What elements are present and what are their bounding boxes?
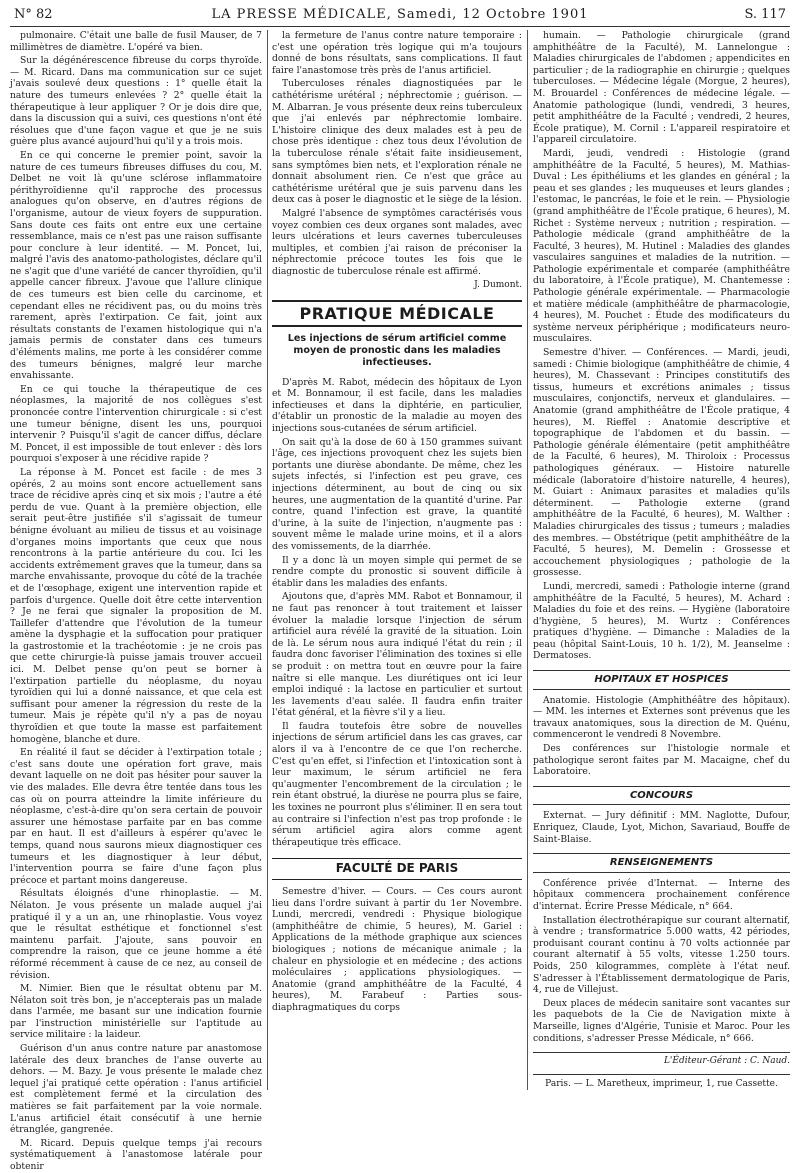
- paragraph: M. Ricard. Depuis quelque temps j'ai recours systématiquement à l'anastomose latérale pour obtenir: [10, 1137, 262, 1172]
- masthead-title: LA PRESSE MÉDICALE, Samedi, 12 Octobre 1901: [211, 7, 589, 22]
- paragraph: La réponse à M. Poncet est facile : de mes 3 opérés, 2 au moins sont encore actuellement sans trace de récidive après cinq et six mois ; l'autre a été perdu de vue. Quant à la première objection, elle serait peut-être justifiée s'il s'agissait de tumeur bénigne évoluant au milieu de tissus et au voisinage d'organes moins importants que ceux que nous rencontrons à la partie antérieure du cou. Ici les accidents extrêmement graves que la tumeur, dans sa marche envahissante, provoque du côté de la trachée et de l'œsophage, exigent une intervention rapide et parfois d'urgence. Quelle doit être cette intervention ? Je ne ferai que signaler la proposition de M. Taillefer d'attendre que l'évolution de la tumeur amène la dysphagie et la suffocation pour pratiquer la gastrostomie et la trachéotomie : je ne crois pas que cette chirurgie-là puisse jamais trouver accueil ici. M. Delbet pense qu'on peut se borner à l'extirpation partielle du néoplasme, du noyau tyroïdien qui lui a donné naissance, et que cela est suffisant pour amener la régression du reste de la tumeur. Mais je répète qu'il n'y a pas de noyau thyroïdien et que toute la masse est parfaitement homogène, blanche et dure.: [10, 466, 262, 745]
- paragraph: humain. — Pathologie chirurgicale (grand amphithéâtre de la Faculté), M. Lannelongue : Maladies chirurgicales de l'abdomen ; appendicites en particulier ; de la radiographie en chirurgie ; quelques tuberculoses. — Médecine légale (Morgue, 2 heures), M. Brouardel : Conférences de médecine légale. — Anatomie pathologique (lundi, vendredi, 3 heures, petit amphithéâtre de la Faculté ; vendredi, 2 heures, École pratique), M. Cornil : L'appareil respiratoire et l'appareil circulatoire.: [533, 30, 790, 146]
- section-title-renseignements: RENSEIGNEMENTS: [533, 853, 790, 873]
- author-signature: J. Dumont.: [474, 280, 522, 291]
- paragraph: En ce qui concerne le premier point, savoir la nature de ces tumeurs fibreuses diffuses du cou, M. Delbet ne voit là qu'une sclérose inflammatoire périthyroïdienne qu'il rapproche des processus analogues qu'on observe, en d'autres régions de l'organisme, autour de vieux foyers de suppuration. Sans doute ces faits ont entre eux une certaine ressemblance, mais ce n'est pas une raison suffisante pour conclure à leur identité. — M. Poncet, lui, malgré l'avis des anatomo-pathologistes, déclare qu'il ne s'agit que d'une variété de cancer thyroïdien, qu'il appelle cancer fibreux. J'avoue que l'allure clinique de ces tumeurs est bien celle du carcinome, et cependant elles ne récidivent pas, ou du moins très rarement, après l'extirpation. Ce fait, joint aux résultats constants de l'examen histologique qui n'a jamais permis de constater dans ces tumeurs d'éléments malins, me porte à les considérer comme des tumeurs bénignes, malgré leur marche envahissante.: [10, 149, 262, 382]
- paragraph: Tuberculoses rénales diagnostiquées par le cathétérisme urétéral ; néphrectomie ; guérison. — M. Albarran. Je vous présente deux reins tuberculeux que j'ai enlevés par néphrectomie lombaire. L'histoire clinique des deux malades est à peu de chose près identique : chez tous deux l'évolution de la tuberculose rénale s'était faite insidieusement, sans symptômes bien nets, et l'exploration rénale ne donnait absolument rien. Ce n'est que grâce au cathétérisme urétéral que je suis parvenu dans les deux cas à poser le diagnostic et le siège de la lésion.: [272, 78, 522, 206]
- paragraph: M. Nimier. Bien que le résultat obtenu par M. Nélaton soit très bon, je n'accepterais pas un malade dans l'armée, me basant sur une indication fournie par l'instruction ministérielle sur l'aptitude au service militaire : la laideur.: [10, 983, 262, 1041]
- column-left: [10, 30, 262, 1172]
- paragraph: Lundi, mercredi, samedi : Pathologie interne (grand amphithéâtre de la Faculté, 5 heures), M. Achard : Maladies du foie et des reins. — Hygiène (laboratoire d'hygiène, 5 heures), M. Wurtz : Conférences pratiques d'hygiène. — Dimanche : Maladies de la peau (hôpital Saint-Louis, 10 h. 1/2), M. Jeanselme : Dermatoses.: [533, 580, 790, 662]
- editor-line: L'Éditeur-Gérant : C. Naud.: [533, 1052, 790, 1068]
- paragraph: Anatomie. Histologie (Amphithéâtre des hôpitaux). — MM. les internes et Externes sont prévenus que les travaux anatomiques, sous la direction de M. Quénu, commenceront le vendredi 8 Novembre.: [533, 694, 790, 741]
- page-number: S. 117: [744, 7, 786, 22]
- article-subtitle: Les injections de sérum artificiel comme moyen de pronostic dans les maladies infectieuses.: [287, 332, 507, 368]
- paragraph: En réalité il faut se décider à l'extirpation totale ; c'est sans doute une opération fort grave, mais devant laquelle on ne doit pas hésiter pour sauver la vie des malades. Elle devra être tentée dans tous les cas où on pourra atteindre la limite inférieure du néoplasme, c'est-à-dire qu'on sera certain de pouvoir assurer une hémostase parfaite par en bas comme par en haut. Il est d'ailleurs à espérer qu'avec le temps, quand nous saurons mieux diagnostiquer ces tumeurs et les diagnostiquer à leur début, l'intervention pourra se faire d'une façon plus précoce et partant moins dangereuse.: [10, 747, 262, 886]
- page-header: [10, 4, 790, 27]
- section-title-hopitaux: HOPITAUX ET HOSPICES: [533, 670, 790, 690]
- paragraph: Guérison d'un anus contre nature par anastomose latérale des deux branches de l'anse ouverte au dehors. — M. Bazy. Je vous présente le malade chez lequel j'ai pratiqué cette opération : l'anus artificiel est complètement fermé et la circulation des matières se fait parfaitement par la voie normale. L'anus artificiel était consécutif à une hernie étranglée, gangrenée.: [10, 1043, 262, 1136]
- paragraph: Externat. — Jury définitif : MM. Naglotte, Dufour, Enriquez, Claude, Lyot, Michon, Savariaud, Bouffe de Saint-Blaise.: [533, 810, 790, 845]
- paragraph: la fermeture de l'anus contre nature temporaire : c'est une opération très logique qui m'a toujours donné de bons résultats, sans complications. Il faut faire l'anastomose très près de l'anus artificiel.: [272, 30, 522, 76]
- section-title-pratique: PRATIQUE MÉDICALE: [272, 300, 522, 327]
- paragraph: Il y a donc là un moyen simple qui permet de se rendre compte du pronostic si souvent difficile à établir dans les maladies des enfants.: [272, 554, 522, 589]
- section-title-concours: CONCOURS: [533, 786, 790, 806]
- paragraph: Résultats éloignés d'une rhinoplastie. — M. Nélaton. Je vous présente un malade auquel j'ai pratiqué il y a un an, une rhinoplastie. Vous voyez que le résultat esthétique et fonctionnel s'est maintenu parfait. J'ajoute, sans pouvoir en comprendre la raison, que ce jeune homme a été réformé récemment à cause de ce nez, au conseil de révision.: [10, 888, 262, 981]
- paragraph: On sait qu'à la dose de 60 à 150 grammes suivant l'âge, ces injections provoquent chez les sujets bien portants une diurèse abondante. De même, chez les sujets infectés, si l'infection est peu grave, ces injections déterminent, au bout de cinq ou six heures, une augmentation de la quantité d'urine. Par contre, quand l'infection est grave, la quantité d'urine, à la suite de l'injection, n'augmente pas : souvent même le malade urine moins, et il a alors des vomissements, de la diarrhée.: [272, 436, 522, 552]
- paragraph: Il faudra toutefois être sobre de nouvelles injections de sérum artificiel dans les cas graves, car alors il va à l'encontre de ce que l'on recherche. C'est qu'en effet, si l'infection et l'intoxication sont à leur maximum, le sérum artificiel ne fera qu'augmenter l'encombrement de la circulation ; le rein étant obstrué, la diurèse ne pourra plus se faire, les toxines ne pourront plus s'éliminer. Il en sera tout au contraire si l'infection n'est pas trop profonde : le sérum artificiel agira alors comme agent thérapeutique très efficace.: [272, 720, 522, 848]
- column-middle: [272, 30, 522, 1090]
- paragraph: Conférence privée d'Internat. — Interne des hôpitaux commencera prochainement conférence d'internat. Écrire Presse Médicale, n° 664.: [533, 877, 790, 912]
- paragraph: D'après M. Rabot, médecin des hôpitaux de Lyon et M. Bonnamour, il est facile, dans les maladies infectieuses et dans la diphtérie, en particulier, d'établir un pronostic de la maladie au moyen des injections sous-cutanées de sérum artificiel.: [272, 376, 522, 435]
- paragraph: Semestre d'hiver. — Conférences. — Mardi, jeudi, samedi : Chimie biologique (amphithéâtre de chimie, 4 heures), M. Chassevant : Principes constitutifs des tissus, humeurs et excrétions animales ; tissus musculaires, conjonctifs, nerveux et glandulaires. — Anatomie (grand amphithéâtre de l'École pratique, 4 heures), M. Rieffel : Anatomie descriptive et topographique de l'abdomen et du bassin. — Pathologie générale élémentaire (petit amphithéâtre de la Faculté, 6 heures), M. Thiroloix : Processus pathologiques généraux. — Histoire naturelle médicale (laboratoire d'histoire naturelle, 4 heures), M. Guiart : Animaux parasites et maladies qu'ils déterminent. — Pathologie externe (grand amphithéâtre de la Faculté, 6 heures), M. Walther : Maladies chirurgicales des tissus ; tumeurs ; maladies des membres. — Obstétrique (petit amphithéâtre de la Faculté, 5 heures), M. Demelin : Grossesse et accouchement physiologiques ; pathologie de la grossesse.: [533, 347, 790, 579]
- paragraph: Mardi, jeudi, vendredi : Histologie (grand amphithéâtre de la Faculté, 5 heures), M. Mathias-Duval : Les épithéliums et les glandes en général ; la peau et ses glandes ; les muqueuses et leurs glandes ; l'estomac, le pancréas, le foie et le rein. — Physiologie (grand amphithéâtre de l'École pratique, 6 heures), M. Richet : Système nerveux ; nutrition ; respiration. — Pathologie médicale (grand amphithéâtre de la Faculté, 3 heures), M. Hutinel : Maladies des glandes vasculaires sanguines et maladies de la nutrition. — Pathologie expérimentale et comparée (amphithéâtre du laboratoire, à l'École pratique), M. Chantemesse : Pathologie générale expérimentale. — Pharmacologie et matière médicale (amphithéâtre de pharmacologie, 4 heures), M. Pouchet : Étude des modificateurs du système nerveux périphérique ; modificateurs neuro-musculaires.: [533, 147, 790, 345]
- printer-line: Paris. — L. Maretheux, imprimeur, 1, rue Cassette.: [533, 1074, 790, 1091]
- paragraph: Ajoutons que, d'après MM. Rabot et Bonnamour, il ne faut pas renoncer à tout traitement et laisser évoluer la maladie lorsque l'injection de sérum artificiel aura révélé la gravité de la situation. Loin de là. Le sérum nous aura indiqué l'état du rein ; il faudra donc favoriser l'élimination des toxines si elle se produit : on mettra tout en œuvre pour la faire naître si elle manque. Les diurétiques ont ici leur emploi indiqué : la lactose en particulier et surtout les lavements d'eau salée. Il faudra enfin traiter l'état général, et la fièvre s'il y a lieu.: [272, 591, 522, 719]
- paragraph: Deux places de médecin sanitaire sont vacantes sur les paquebots de la Cie de Navigation mixte à Marseille, lignes d'Algérie, Tunisie et Maroc. Pour les conditions, s'adresser Presse Médicale, n° 666.: [533, 997, 790, 1044]
- column-right: [533, 30, 790, 1090]
- paragraph: Des conférences sur l'histologie normale et pathologique seront faites par M. Macaigne, chef du Laboratoire.: [533, 743, 790, 778]
- issue-number: N° 82: [14, 7, 53, 22]
- paragraph: Sur la dégénérescence fibreuse du corps thyroïde. — M. Ricard. Dans ma communication sur ce sujet j'avais soulevé deux questions : 1° quelle était la nature des tumeurs enlevées ? 2° quelle était la thérapeutique à leur appliquer ? Or je dois dire que, dans la discussion qui a suivi, ces questions n'ont été résolues que d'une façon vague et que je ne suis guère plus avancé aujourd'hui qu'il y a trois mois.: [10, 55, 262, 148]
- paragraph: Semestre d'hiver. — Cours. — Ces cours auront lieu dans l'ordre suivant à partir du 1er Novembre. Lundi, mercredi, vendredi : Physique biologique (amphithéâtre de chimie, 5 heures), M. Gariel : Applications de la méthode graphique aux sciences biologiques ; notions de mécanique animale ; la chaleur en physiologie et en médecine ; des actions moléculaires ; applications physiologiques. — Anatomie (grand amphithéâtre de la Faculté, 4 heures), M. Farabeuf : Parties sous-diaphragmatiques du corps: [272, 886, 522, 1013]
- paragraph: Malgré l'absence de symptômes caractérisés vous voyez combien ces deux organes sont malades, avec leurs ulcérations et leurs cavernes tuberculeuses multiples, et combien j'ai raison de préconiser la néphrectomie précoce toutes les fois que le diagnostic de tuberculose rénale est affirmé.: [272, 207, 522, 277]
- newspaper-page: [10, 4, 790, 1172]
- paragraph: Installation électrothérapique sur courant alternatif, à vendre ; transformatrice 5.000 watts, 42 périodes, produisant courant continu à 70 volts actionnée par courant alternatif à 55 volts, vitesse 1.250 tours. Poids, 250 kilogrammes, complète à l'état neuf. S'adresser à l'Établissement dermatologique de Paris, 4, rue de Villejust.: [533, 914, 790, 996]
- paragraph: En ce qui touche la thérapeutique de ces néoplasmes, la majorité de nos collègues s'est prononcée contre l'intervention chirurgicale : si c'est une tumeur bénigne, disent les uns, pourquoi intervenir ? Puisqu'il s'agit de cancer diffus, déclare M. Poncet, il est impossible de tout enlever : dès lors pourquoi s'exposer à une récidive rapide ?: [10, 383, 262, 465]
- paragraph: pulmonaire. C'était une balle de fusil Mauser, de 7 millimètres de diamètre. L'opéré va bien.: [10, 30, 262, 53]
- section-title-faculte: FACULTÉ DE PARIS: [272, 858, 522, 880]
